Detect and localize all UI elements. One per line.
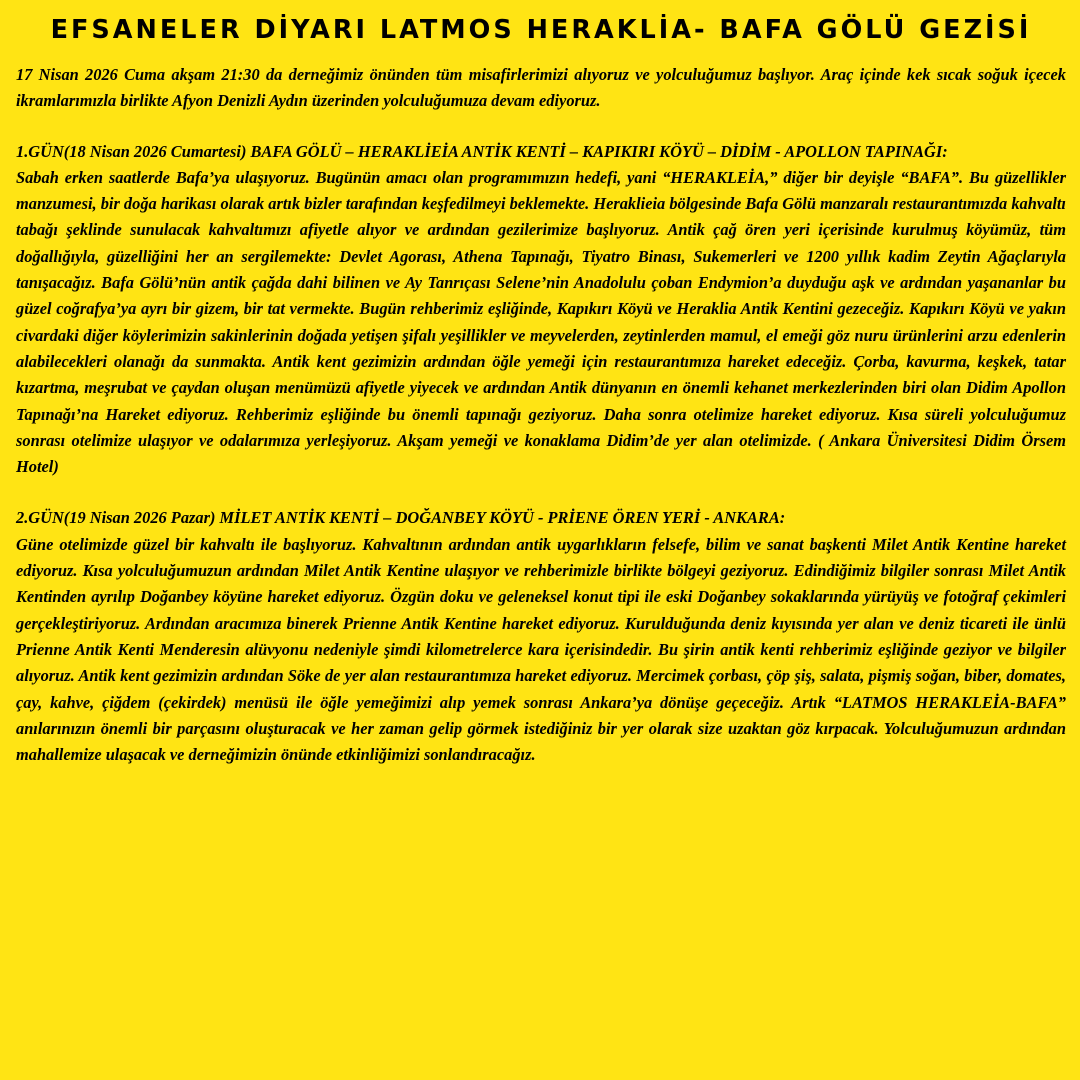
day-1-text xyxy=(16,139,1066,481)
day-2-body: Güne otelimizde güzel bir kahvaltı ile başlıyoruz. Kahvaltının ardından antik uygarlıkların felsefe, bilim ve sanat başkenti Milet Antik Kentine hareket ediyoruz. Kısa yolculuğumuzun ardından Milet Antik Kentine ulaşıyor ve rehberimizle birlikte bölgeyi geziyoruz. Edindiğimiz bilgiler sonrası Milet Antik Kentinden ayrılıp Doğanbey köyüne hareket ediyoruz. Özgün doku ve geleneksel konut tipi ile eski Doğanbey sokaklarında yürüyüş ve fotoğraf çekimleri gerçekleştiriyoruz. Ardından aracımıza binerek Prienne Antik Kentine hareket ediyoruz. Kurulduğunda deniz kıyısında yer alan ve deniz ticareti ile ünlü Prienne Antik Kenti Menderesin alüvyonu nedeniyle şimdi kilometrelerce kara içerisindedir. Bu şirin antik kenti rehberimiz eşliğinde geziyor ve bilgiler alıyoruz. Antik kent gezimizin ardından Söke de yer alan restaurantımıza hareket ediyoruz. Mercimek çorbası, çöp şiş, salata, pişmiş soğan, biber, domates, çay, kahve, çiğdem (çekirdek) menüsü ile öğle yemeğimizi alıp yemek sonrası Ankara’ya dönüşe geçeceğiz. Artık “LATMOS HERAKLEİA-BAFA” anılarınızın önemli bir parçasını oluşturacak ve her zaman gelip görmek istediğiniz bir yer olarak size uzaktan göz kırpacak. Yolculuğumuzun ardından mahallemize ulaşacak ve derneğimizin önünde etkinliğimizi sonlandıracağız. xyxy=(16,534,1066,765)
intro-paragraph: 17 Nisan 2026 Cuma akşam 21:30 da derneğimiz önünden tüm misafirlerimizi alıyoruz ve yolculuğumuz başlıyor. Araç içinde kek sıcak soğuk içecek ikramlarımızla birlikte Afyon Denizli Aydın üzerinden yolculuğumuza devam ediyoruz. xyxy=(16,65,1066,111)
day-2-text xyxy=(16,505,1066,768)
page-title: EFSANELER DİYARI LATMOS HERAKLİA- BAFA GÖLÜ GEZİSİ xyxy=(50,15,1032,45)
day-1-heading: 1.GÜN(18 Nisan 2026 Cumartesi) BAFA GÖLÜ – HERAKLİEİA ANTİK KENTİ – KAPIKIRI KÖYÜ – DİDİM - APOLLON TAPINAĞI: xyxy=(16,141,948,161)
day-2-heading: 2.GÜN(19 Nisan 2026 Pazar) MİLET ANTİK KENTİ – DOĞANBEY KÖYÜ - PRİENE ÖREN YERİ - ANKARA: xyxy=(16,508,786,528)
day-2-section xyxy=(16,505,1066,768)
day-1-body: Sabah erken saatlerde Bafa’ya ulaşıyoruz. Bugünün amacı olan programımızın hedefi, yani “HERAKLEİA,” diğer bir deyişle “BAFA”. Bu güzellikler manzumesi, bir doğa harikası olarak artık bizler tarafından keşfedilmeyi beklemekte. Heraklieia bölgesinde Bafa Gölü manzaralı restaurantımızda kahvaltı tabağı şeklinde sunulacak kahvaltımızı afiyetle alıyor ve ardından gezilerimize başlıyoruz. Antik çağ ören yeri içerisinde kurulmuş köyümüz, tüm doğallığıyla, güzelliğini her an sergilemekte: Devlet Agorası, Athena Tapınağı, Tiyatro Binası, Sukemerleri ve 1200 yıllık kadim Zeytin Ağaçlarıyla tanışacağız. Bafa Gölü’nün antik çağda dahi bilinen ve Ay Tanrıçası Selene’nin Anadolulu çoban Endymion’a duyduğu aşk ve ardından yaşananlar bu güzel coğrafya’ya ayrı bir gizem, bir tat vermekte. Bugün rehberimiz eşliğinde, Kapıkırı Köyü ve Heraklia Antik Kentini gezeceğiz. Kapıkırı Köyü ve yakın civardaki diğer köylerimizin sakinlerinin doğada yetişen şifalı yeşillikler ve meyvelerden, zeytinlerden mamul, el emeği göz nuru ürünlerini arzu edenlerin alabilecekleri olanağı da sunmakta. Antik kent gezimizin ardından öğle yemeği için restaurantımıza hareket edeceğiz. Çorba, kavurma, keşkek, tatar kızartma, meşrubat ve çaydan oluşan menümüzü afiyetle yiyecek ve ardından Antik dünyanın en önemli kehanet merkezlerinden biri olan Didim Apollon Tapınağı’na Hareket ediyoruz. Rehberimiz eşliğinde bu önemli tapınağı geziyoruz. Daha sonra otelimize hareket ediyoruz. Kısa süreli yolculuğumuz sonrası otelimize ulaşıyor ve odalarımıza yerleşiyoruz. Akşam yemeği ve konaklama Didim’de yer alan otelimizde. ( Ankara Üniversitesi Didim Örsem Hotel) xyxy=(16,167,1066,477)
day-1-section xyxy=(16,139,1066,481)
